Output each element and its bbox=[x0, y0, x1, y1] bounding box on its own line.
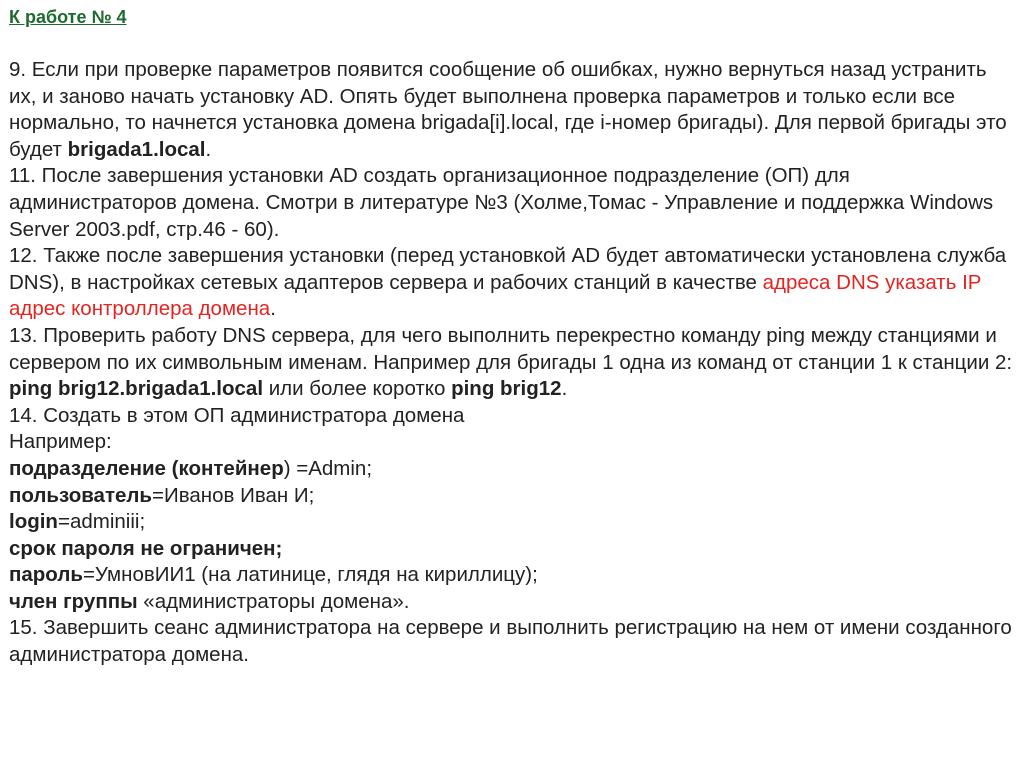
example-login bbox=[9, 509, 1015, 536]
step-14-text: 14. Создать в этом ОП администратора домена bbox=[9, 403, 465, 427]
example-password-value: =УмновИИ1 (на латинице, глядя на кириллицу); bbox=[82, 563, 538, 587]
step-12-text: 12. Также после завершения установки (перед установкой AD будет автоматически установлена служба DNS), в настройках сетевых адаптеров сервера и рабочих станций в качестве bbox=[9, 244, 1007, 294]
example-user-label: пользователь bbox=[9, 483, 153, 507]
example-password bbox=[9, 562, 1015, 589]
step-9-domain: brigada1.local bbox=[67, 137, 206, 161]
step-13-command-short: ping brig12 bbox=[451, 377, 562, 401]
step-9 bbox=[9, 57, 1015, 163]
step-15 bbox=[9, 615, 1015, 668]
example-login-value: =adminiii; bbox=[57, 510, 146, 534]
example-expiry bbox=[9, 536, 1015, 563]
example-group bbox=[9, 589, 1015, 616]
step-13-command-full: ping brig12.brigada1.local bbox=[9, 377, 264, 401]
example-user bbox=[9, 483, 1015, 510]
step-15-text: 15. Завершить сеанс администратора на сервере и выполнить регистрацию на нем от имени созданного администратора домена. bbox=[9, 616, 1012, 667]
step-13-mid: или более коротко bbox=[263, 377, 452, 401]
slide-body bbox=[9, 57, 1015, 669]
step-12-end: . bbox=[270, 297, 276, 321]
example-intro-text: Например: bbox=[9, 430, 112, 454]
example-group-value: «администраторы домена». bbox=[137, 589, 410, 613]
example-login-label: login bbox=[9, 510, 58, 534]
example-group-label: член группы bbox=[9, 589, 138, 613]
step-14 bbox=[9, 403, 1015, 430]
step-11-text: 11. После завершения установки AD создать организационное подразделение (ОП) для администраторов домена. Смотри в литературе №3 (Холме,Томас - Управление и поддержка Windows Server 2003.pdf, стр.46 - 60). bbox=[9, 164, 994, 241]
example-container-value: ) =Admin; bbox=[283, 456, 373, 480]
example-expiry-text: срок пароля не ограничен; bbox=[9, 536, 283, 560]
example-container-label: подразделение (контейнер bbox=[9, 456, 284, 480]
step-12 bbox=[9, 243, 1015, 323]
example-user-value: =Иванов Иван И; bbox=[152, 483, 315, 507]
step-9-text: 9. Если при проверке параметров появится сообщение об ошибках, нужно вернуться назад устранить их, и заново начать установку AD. Опять будет выполнена проверка параметров и только если все нормально, то начнется установка домена brigada[i].local, где i-номер бригады). Для первой бригады это будет bbox=[9, 58, 1007, 161]
step-11 bbox=[9, 163, 1015, 243]
example-intro bbox=[9, 429, 1015, 456]
step-13-text: 13. Проверить работу DNS сервера, для чего выполнить перекрестно команду ping между станциями и сервером по их символьным именам. Например для бригады 1 одна из команд от станции 1 к станции 2: bbox=[9, 323, 1013, 374]
step-12-highlight: адреса DNS указать IP адрес контроллера домена bbox=[9, 270, 982, 321]
example-password-label: пароль bbox=[9, 563, 83, 587]
example-container bbox=[9, 456, 1015, 483]
step-13 bbox=[9, 323, 1015, 403]
step-9-end: . bbox=[205, 137, 212, 161]
slide-title: К работе № 4 bbox=[9, 7, 127, 27]
step-13-end: . bbox=[561, 377, 568, 401]
